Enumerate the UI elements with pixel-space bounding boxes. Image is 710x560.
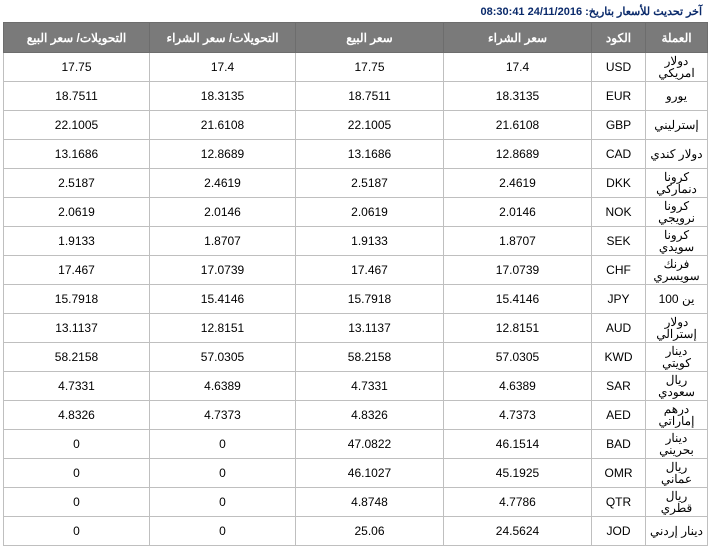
cell-sell-rate: 13.1137 (296, 314, 444, 343)
cell-currency-code: AUD (592, 314, 646, 343)
table-row (4, 430, 708, 459)
cell-transfer-buy-rate: 21.6108 (150, 111, 296, 140)
cell-currency-name: كرونا سويدي (646, 227, 708, 256)
cell-currency-code: GBP (592, 111, 646, 140)
cell-currency-name: دينار كويتي (646, 343, 708, 372)
cell-currency-name: ين 100 (646, 285, 708, 314)
cell-transfer-sell-rate: 58.2158 (4, 343, 150, 372)
cell-transfer-sell-rate: 15.7918 (4, 285, 150, 314)
column-header-transfer-sell: التحويلات/ سعر البيع (4, 23, 150, 53)
cell-buy-rate: 4.7786 (444, 488, 592, 517)
cell-sell-rate: 18.7511 (296, 82, 444, 111)
cell-currency-name: دينار إردني (646, 517, 708, 546)
cell-currency-name: إسترليني (646, 111, 708, 140)
table-row (4, 343, 708, 372)
cell-currency-code: EUR (592, 82, 646, 111)
table-row (4, 256, 708, 285)
cell-currency-code: DKK (592, 169, 646, 198)
table-row (4, 285, 708, 314)
cell-currency-name: دولار كندي (646, 140, 708, 169)
table-row (4, 459, 708, 488)
cell-transfer-buy-rate: 12.8689 (150, 140, 296, 169)
table-row (4, 401, 708, 430)
cell-buy-rate: 17.4 (444, 53, 592, 82)
cell-transfer-buy-rate: 15.4146 (150, 285, 296, 314)
cell-currency-name: فرنك سويسري (646, 256, 708, 285)
cell-currency-name: ريال سعودي (646, 372, 708, 401)
cell-buy-rate: 12.8151 (444, 314, 592, 343)
cell-transfer-buy-rate: 4.6389 (150, 372, 296, 401)
cell-buy-rate: 2.4619 (444, 169, 592, 198)
cell-currency-code: CHF (592, 256, 646, 285)
cell-sell-rate: 25.06 (296, 517, 444, 546)
timestamp-bar (0, 0, 710, 22)
cell-sell-rate: 47.0822 (296, 430, 444, 459)
cell-transfer-sell-rate: 22.1005 (4, 111, 150, 140)
cell-buy-rate: 17.0739 (444, 256, 592, 285)
cell-transfer-sell-rate: 0 (4, 459, 150, 488)
cell-buy-rate: 57.0305 (444, 343, 592, 372)
cell-sell-rate: 22.1005 (296, 111, 444, 140)
exchange-rates-table (3, 22, 708, 546)
cell-currency-code: NOK (592, 198, 646, 227)
cell-transfer-buy-rate: 2.0146 (150, 198, 296, 227)
cell-transfer-sell-rate: 17.75 (4, 53, 150, 82)
cell-sell-rate: 15.7918 (296, 285, 444, 314)
cell-transfer-buy-rate: 57.0305 (150, 343, 296, 372)
cell-sell-rate: 2.5187 (296, 169, 444, 198)
cell-currency-name: كرونا دنماركي (646, 169, 708, 198)
cell-transfer-buy-rate: 0 (150, 430, 296, 459)
table-row (4, 314, 708, 343)
cell-buy-rate: 18.3135 (444, 82, 592, 111)
cell-sell-rate: 46.1027 (296, 459, 444, 488)
cell-transfer-buy-rate: 1.8707 (150, 227, 296, 256)
cell-sell-rate: 4.8326 (296, 401, 444, 430)
cell-transfer-buy-rate: 18.3135 (150, 82, 296, 111)
table-row (4, 372, 708, 401)
cell-buy-rate: 21.6108 (444, 111, 592, 140)
cell-sell-rate: 13.1686 (296, 140, 444, 169)
cell-currency-code: SAR (592, 372, 646, 401)
cell-currency-code: JOD (592, 517, 646, 546)
cell-transfer-sell-rate: 13.1686 (4, 140, 150, 169)
cell-sell-rate: 58.2158 (296, 343, 444, 372)
cell-transfer-buy-rate: 0 (150, 488, 296, 517)
cell-transfer-sell-rate: 2.0619 (4, 198, 150, 227)
table-row (4, 169, 708, 198)
cell-transfer-buy-rate: 4.7373 (150, 401, 296, 430)
cell-currency-code: JPY (592, 285, 646, 314)
cell-currency-code: SEK (592, 227, 646, 256)
table-header-row (4, 23, 708, 53)
cell-transfer-sell-rate: 17.467 (4, 256, 150, 285)
column-header-transfer-buy: التحويلات/ سعر الشراء (150, 23, 296, 53)
cell-currency-name: يورو (646, 82, 708, 111)
cell-transfer-buy-rate: 2.4619 (150, 169, 296, 198)
cell-buy-rate: 24.5624 (444, 517, 592, 546)
cell-transfer-buy-rate: 0 (150, 459, 296, 488)
cell-sell-rate: 4.7331 (296, 372, 444, 401)
table-row (4, 111, 708, 140)
cell-buy-rate: 1.8707 (444, 227, 592, 256)
cell-buy-rate: 46.1514 (444, 430, 592, 459)
cell-buy-rate: 45.1925 (444, 459, 592, 488)
cell-sell-rate: 2.0619 (296, 198, 444, 227)
cell-buy-rate: 15.4146 (444, 285, 592, 314)
cell-transfer-sell-rate: 4.8326 (4, 401, 150, 430)
cell-currency-name: دولار امريكي (646, 53, 708, 82)
cell-currency-code: OMR (592, 459, 646, 488)
cell-currency-name: كرونا نرويجي (646, 198, 708, 227)
cell-sell-rate: 1.9133 (296, 227, 444, 256)
cell-buy-rate: 2.0146 (444, 198, 592, 227)
table-row (4, 488, 708, 517)
table-body (4, 53, 708, 546)
table-header (4, 23, 708, 53)
column-header-code: الكود (592, 23, 646, 53)
cell-buy-rate: 4.6389 (444, 372, 592, 401)
column-header-currency: العملة (646, 23, 708, 53)
cell-transfer-buy-rate: 12.8151 (150, 314, 296, 343)
cell-transfer-sell-rate: 0 (4, 430, 150, 459)
table-row (4, 140, 708, 169)
cell-transfer-sell-rate: 18.7511 (4, 82, 150, 111)
cell-currency-name: درهم إماراتي (646, 401, 708, 430)
cell-buy-rate: 4.7373 (444, 401, 592, 430)
table-row (4, 517, 708, 546)
cell-transfer-buy-rate: 17.4 (150, 53, 296, 82)
cell-currency-code: KWD (592, 343, 646, 372)
cell-sell-rate: 17.75 (296, 53, 444, 82)
cell-transfer-sell-rate: 1.9133 (4, 227, 150, 256)
cell-transfer-sell-rate: 13.1137 (4, 314, 150, 343)
cell-transfer-sell-rate: 0 (4, 517, 150, 546)
last-update-timestamp: آخر تحديث للأسعار بتاريخ: 24/11/2016 08:30:41 (480, 5, 702, 18)
cell-currency-code: BAD (592, 430, 646, 459)
cell-currency-code: AED (592, 401, 646, 430)
cell-currency-code: USD (592, 53, 646, 82)
cell-buy-rate: 12.8689 (444, 140, 592, 169)
table-row (4, 53, 708, 82)
table-row (4, 198, 708, 227)
cell-currency-name: ريال عماني (646, 459, 708, 488)
cell-transfer-buy-rate: 17.0739 (150, 256, 296, 285)
cell-currency-code: QTR (592, 488, 646, 517)
cell-transfer-sell-rate: 0 (4, 488, 150, 517)
cell-currency-name: ريال قطري (646, 488, 708, 517)
cell-currency-name: دينار بحريني (646, 430, 708, 459)
cell-currency-code: CAD (592, 140, 646, 169)
table-row (4, 227, 708, 256)
cell-transfer-buy-rate: 0 (150, 517, 296, 546)
cell-sell-rate: 17.467 (296, 256, 444, 285)
table-row (4, 82, 708, 111)
cell-currency-name: دولار إسترالي (646, 314, 708, 343)
cell-sell-rate: 4.8748 (296, 488, 444, 517)
column-header-buy: سعر الشراء (444, 23, 592, 53)
cell-transfer-sell-rate: 4.7331 (4, 372, 150, 401)
column-header-sell: سعر البيع (296, 23, 444, 53)
cell-transfer-sell-rate: 2.5187 (4, 169, 150, 198)
